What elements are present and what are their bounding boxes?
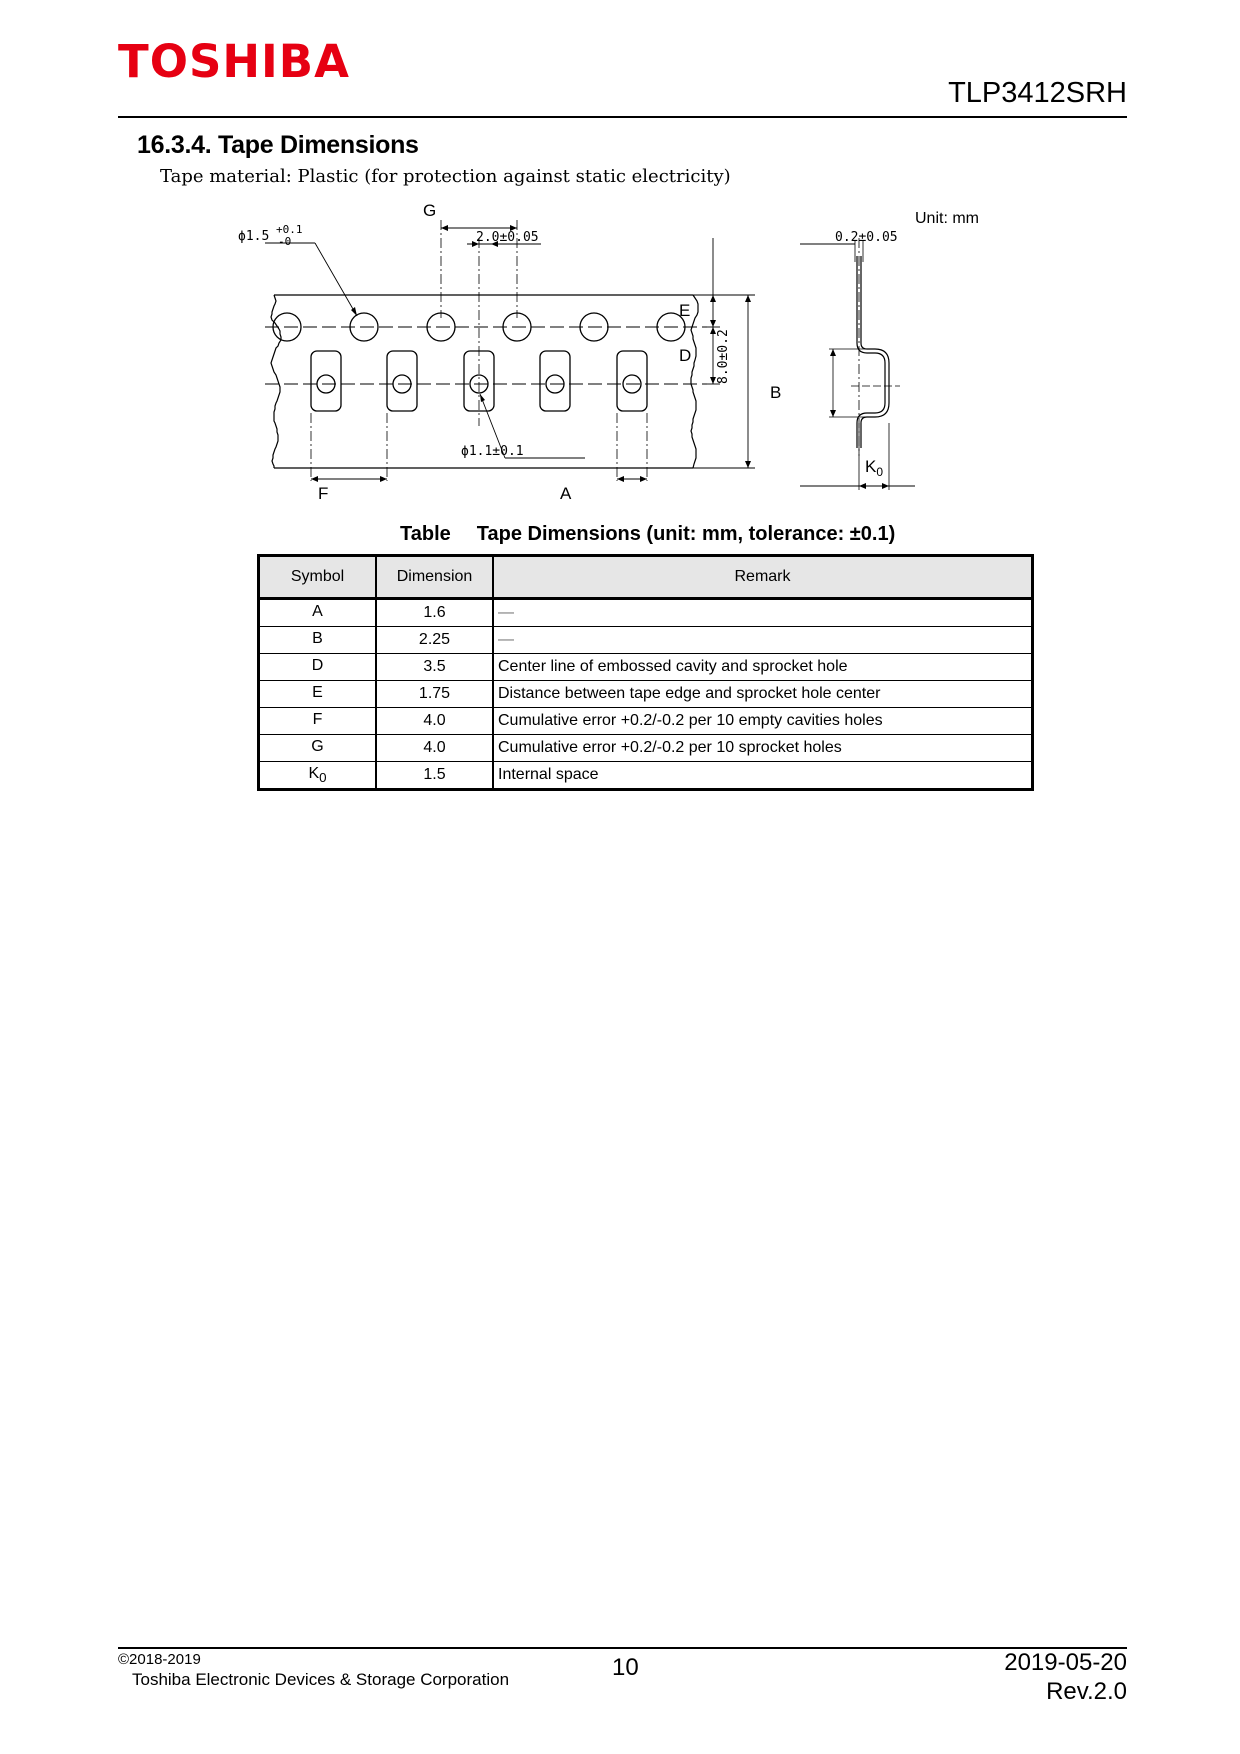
- cell-dimension: 3.5: [376, 654, 493, 681]
- header-rule: [118, 116, 1127, 118]
- unit-label: Unit: mm: [915, 210, 979, 227]
- toshiba-logo: TOSHIBA: [118, 35, 350, 88]
- tape-material-note: Tape material: Plastic (for protection against static electricity): [160, 166, 731, 187]
- document-date: 2019-05-20: [1004, 1649, 1127, 1676]
- copyright: ©2018-2019: [118, 1651, 201, 1668]
- table-row: [259, 599, 1033, 627]
- company-name: Toshiba Electronic Devices & Storage Corporation: [132, 1670, 510, 1689]
- cell-remark: ―: [493, 599, 1033, 627]
- cell-symbol: A: [259, 599, 377, 627]
- label-k0-sub: 0: [876, 465, 884, 479]
- cell-remark: Cumulative error +0.2/-0.2 per 10 empty cavities holes: [493, 708, 1033, 735]
- cell-dimension: 2.25: [376, 627, 493, 654]
- cell-remark: Internal space: [493, 762, 1033, 790]
- tape-dimensions-table: [257, 554, 1034, 791]
- section-title: 16.3.4. Tape Dimensions: [137, 131, 419, 159]
- label-thickness: 0.2±0.05: [835, 230, 898, 245]
- cell-remark: Distance between tape edge and sprocket hole center: [493, 681, 1033, 708]
- center-lines: [311, 220, 647, 481]
- table-caption: [400, 522, 895, 546]
- cell-symbol: B: [259, 627, 377, 654]
- cell-dimension: 1.6: [376, 599, 493, 627]
- cell-dimension: 4.0: [376, 735, 493, 762]
- dimension-lines: [265, 228, 915, 486]
- document-id: TLP3412SRH: [948, 77, 1127, 109]
- cell-symbol: G: [259, 735, 377, 762]
- cell-symbol: E: [259, 681, 377, 708]
- label-f: F: [318, 484, 329, 503]
- label-sprocket-hole-tol-minus: -0: [278, 235, 292, 248]
- cell-symbol: F: [259, 708, 377, 735]
- table-header-row: [259, 556, 1033, 599]
- cell-symbol: $K_0$: [259, 762, 377, 790]
- table-caption-label: Table: [400, 523, 451, 545]
- label-e: E: [679, 301, 691, 320]
- table-row: [259, 654, 1033, 681]
- tape-dimension-drawing: [238, 198, 1045, 512]
- page-number: 10: [612, 1654, 639, 1681]
- label-a: A: [560, 484, 572, 503]
- cell-remark: Cumulative error +0.2/-0.2 per 10 sprocket holes: [493, 735, 1033, 762]
- label-pitch: 2.0±0.05: [476, 230, 539, 245]
- table-row: [259, 681, 1033, 708]
- cell-dimension: 1.5: [376, 762, 493, 790]
- label-cavity-hole-dia: ϕ1.1±0.1: [461, 444, 524, 459]
- label-tape-width: 8.0±0.2: [716, 329, 731, 384]
- table-row: [259, 735, 1033, 762]
- header-dimension: Dimension: [376, 556, 493, 599]
- table-row: [259, 708, 1033, 735]
- label-d: D: [679, 346, 692, 365]
- label-sprocket-hole-tol-plus: +0.1: [276, 223, 303, 236]
- label-k0: [865, 457, 883, 479]
- table-row: [259, 762, 1033, 790]
- table-caption-title: Tape Dimensions (unit: mm, tolerance: ±0.1): [476, 523, 896, 545]
- cross-section: [829, 238, 900, 490]
- label-k0-main: K: [865, 457, 877, 476]
- header-symbol: Symbol: [259, 556, 377, 599]
- sprocket-center-line: [265, 327, 707, 384]
- footer-rule: [118, 1647, 1127, 1649]
- table-row: [259, 627, 1033, 654]
- cell-dimension: 4.0: [376, 708, 493, 735]
- cell-remark: ―: [493, 627, 1033, 654]
- label-g: G: [423, 201, 437, 220]
- cell-remark: Center line of embossed cavity and sprocket hole: [493, 654, 1033, 681]
- cell-dimension: 1.75: [376, 681, 493, 708]
- document-revision: Rev.2.0: [1046, 1678, 1127, 1705]
- header-remark: Remark: [493, 556, 1033, 599]
- label-sprocket-hole-dia: ϕ1.5: [238, 229, 270, 244]
- cell-symbol: D: [259, 654, 377, 681]
- label-b: B: [770, 383, 782, 402]
